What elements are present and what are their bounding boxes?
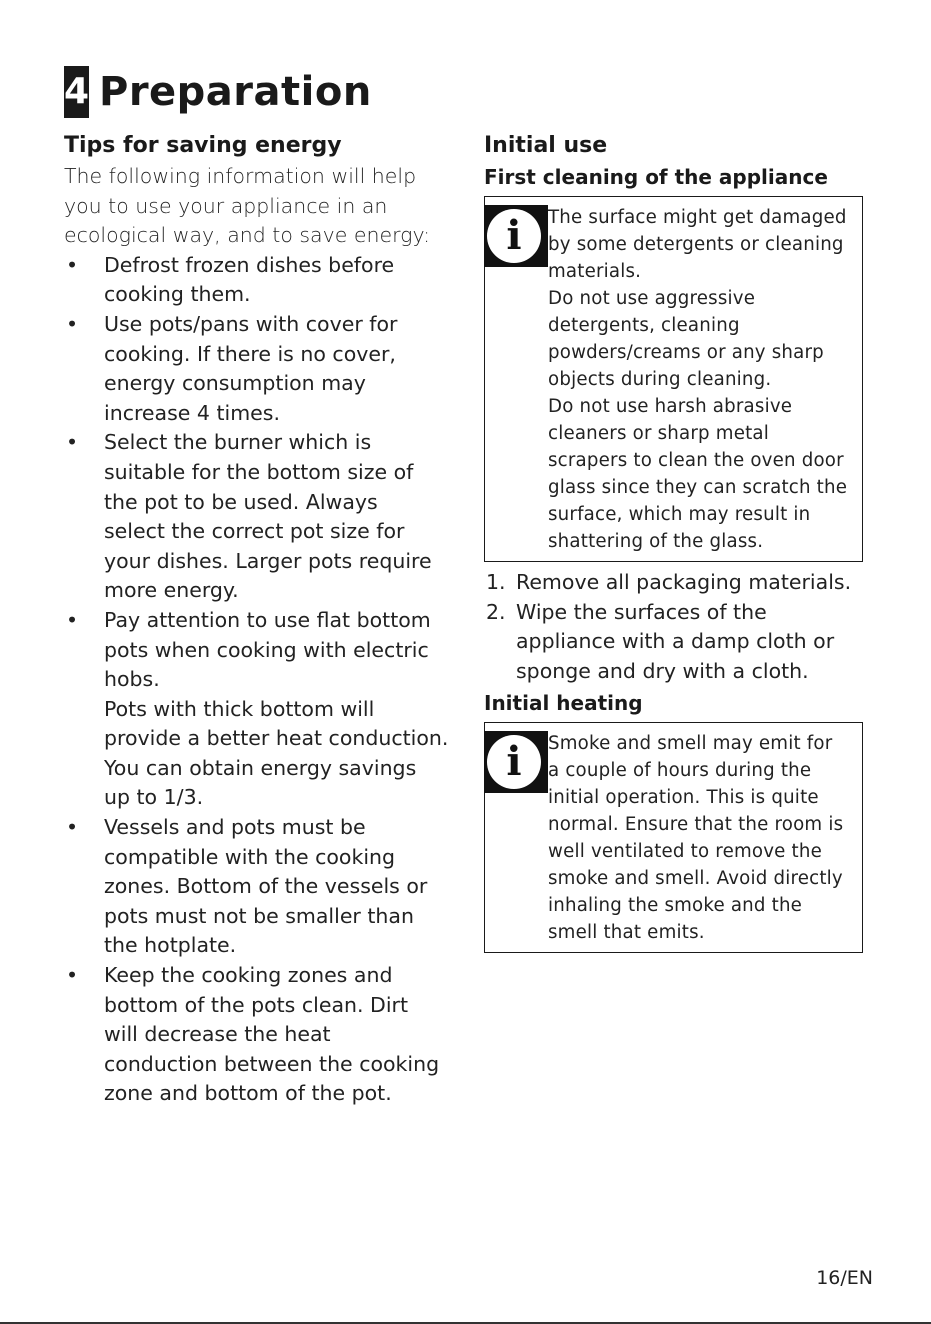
text-line: shattering of the glass. [548,531,764,552]
first-cleaning-info-text [548,204,858,555]
text-line: the pot to be used. Always [104,489,378,514]
tips-list [64,251,464,1109]
text-line: Use pots/pans with cover for [104,311,398,336]
text-line: cooking them. [104,282,251,307]
text-line: Remove all packaging materials. [516,570,852,594]
initial-heating-info-box [484,722,863,953]
initial-heating-info-text [548,730,858,946]
initial-heating-heading: Initial heating [484,691,643,716]
text-line: The surface might get damaged [548,207,847,228]
text-line: Smoke and smell may emit for [548,733,833,755]
text-line: Vessels and pots must be [104,815,366,840]
tips-intro [64,162,464,251]
text-line: Defrost frozen dishes before [104,252,395,277]
text-line: hobs. [104,667,160,692]
text-line: appliance with a damp cloth or [516,629,835,654]
text-line: well ventilated to remove the [548,841,822,863]
text-line: pots when cooking with electric [104,637,429,662]
list-item [64,606,464,813]
list-item [64,251,464,310]
bullet-icon: • [65,607,79,632]
text-line: select the correct pot size for [104,519,405,544]
text-line: cleaners or sharp metal [548,423,770,444]
text-line: objects during cleaning. [548,369,772,390]
text-line: zones. Bottom of the vessels or [104,874,428,899]
bullet-icon: • [65,963,79,988]
bullet-icon: • [65,430,79,455]
initial-use-section [484,130,869,959]
list-item [64,428,464,606]
chapter-header [64,66,372,118]
text-line: smoke and smell. Avoid directly [548,868,843,890]
page-number: 16/EN [816,1267,873,1289]
text-line: provide a better heat conduction. [104,726,449,751]
text-line: will decrease the heat [104,1022,331,1047]
text-line: energy consumption may [104,371,366,396]
text-line: initial operation. This is quite [548,787,819,809]
text-line: by some detergents or cleaning [548,234,844,255]
text-line: Keep the cooking zones and [104,963,393,988]
tips-heading: Tips for saving energy [64,133,342,158]
list-item [64,961,464,1109]
list-item [64,310,464,428]
text-line: more energy. [104,578,239,603]
text-line: You can obtain energy savings [104,755,417,780]
cleaning-steps [484,568,869,686]
text-line: surface, which may result in [548,504,811,525]
text-line: inhaling the smoke and the [548,895,803,917]
step-number: 2. [486,599,506,624]
text-line: zone and bottom of the pot. [104,1081,392,1106]
text-line: Do not use harsh abrasive [548,396,793,417]
bullet-icon: • [65,252,79,277]
text-line: Pots with thick bottom will [104,696,375,721]
first-cleaning-info-box [484,196,863,562]
text-line: glass since they can scratch the [548,477,848,498]
text-line: you to use your appliance in an [64,193,388,218]
text-line: ecological way, and to save energy: [64,223,431,248]
text-line: detergents, cleaning [548,315,740,336]
list-item [484,598,869,687]
bullet-icon: • [65,815,79,840]
text-line: smell that emits. [548,922,705,944]
text-line: bottom of the pots clean. Dirt [104,992,408,1017]
text-line: materials. [548,261,642,282]
chapter-number: 4 [64,66,89,118]
text-line: sponge and dry with a cloth. [516,658,809,683]
text-line: pots must not be smaller than [104,903,414,928]
initial-use-heading: Initial use [484,133,608,158]
text-line: Pay attention to use flat bottom [104,607,431,632]
text-line: suitable for the bottom size of [104,459,414,484]
text-line: normal. Ensure that the room is [548,814,844,836]
text-line: The following information will help [64,164,417,188]
info-icon: i [484,205,548,267]
first-cleaning-heading: First cleaning of the appliance [484,165,828,189]
text-line: a couple of hours during the [548,760,812,782]
list-item [484,568,869,598]
step-number: 1. [486,570,506,594]
text-line: up to 1/3. [104,785,204,810]
text-line: Wipe the surfaces of the [516,599,767,624]
bullet-icon: • [65,311,79,336]
text-line: Select the burner which is [104,430,372,455]
text-line: conduction between the cooking [104,1051,440,1076]
text-line: increase 4 times. [104,400,280,425]
info-icon: i [484,731,548,793]
tips-section [64,130,464,1109]
text-line: cooking. If there is no cover, [104,341,396,366]
chapter-title: Preparation [99,69,372,115]
text-line: compatible with the cooking [104,844,396,869]
list-item [64,813,464,961]
text-line: your dishes. Larger pots require [104,548,432,573]
text-line: scrapers to clean the oven door [548,450,844,471]
text-line: the hotplate. [104,933,237,958]
text-line: Do not use aggressive [548,288,756,309]
text-line: powders/creams or any sharp [548,342,824,363]
